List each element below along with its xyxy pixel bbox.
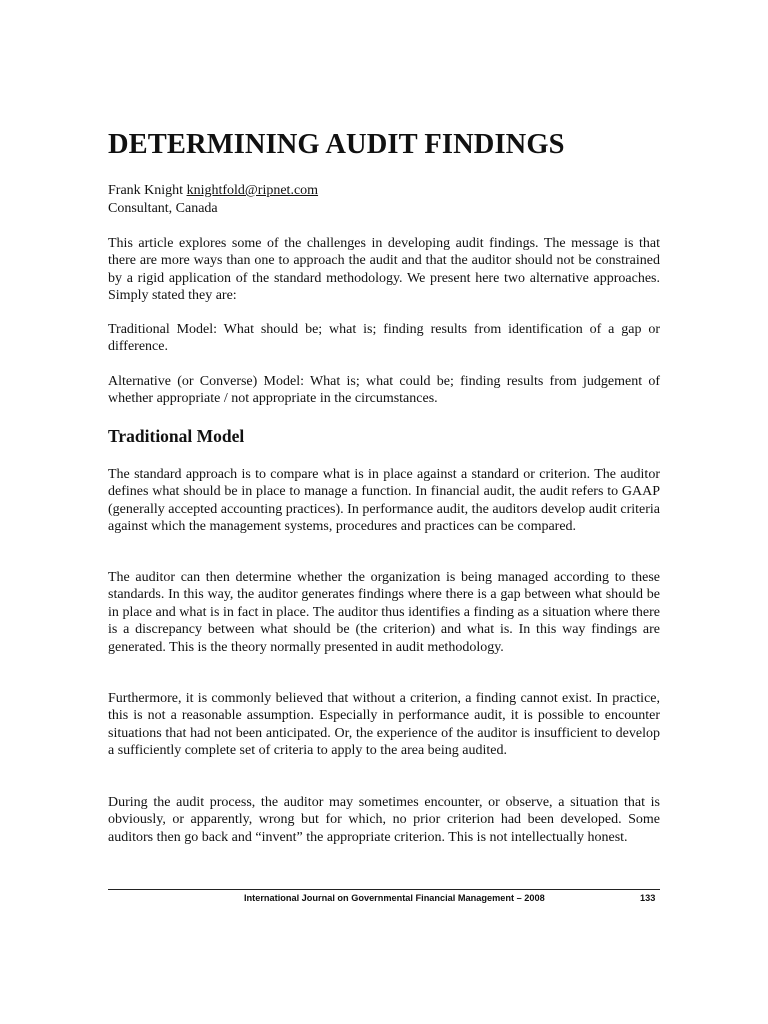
- author-line: [108, 182, 318, 200]
- traditional-paragraph-4: During the audit process, the auditor may sometimes encounter, or observe, a situation that is obviously, or apparently, wrong but for which, no prior criterion had been developed. Some auditors then go back and “invent” the appropriate criterion. This is not intellectually honest.: [108, 795, 660, 845]
- author-email-link[interactable]: knightfold@ripnet.com: [186, 183, 319, 198]
- section-heading-traditional-model: Traditional Model: [108, 426, 245, 446]
- footer-divider: [108, 889, 660, 890]
- traditional-paragraph-3: Furthermore, it is commonly believed that without a criterion, a finding cannot exist. In practice, this is not a reasonable assumption. Especially in performance audit, it is possible to encounter situations that had not been anticipated. Or, the experience of the auditor is insufficient to develop a sufficiently complete set of criteria to apply to the area being audited.: [108, 691, 660, 759]
- author-name: Frank Knight: [108, 183, 184, 198]
- traditional-paragraph-1: The standard approach is to compare what is in place against a standard or criterion. The auditor defines what should be in place to manage a function. In financial audit, the audit refers to GAAP (generally accepted accounting practices). In performance audit, the auditors develop audit criteria against which the management systems, procedures and practices can be compared.: [108, 467, 660, 535]
- author-affiliation: Consultant, Canada: [108, 201, 218, 216]
- footer-page-number: 133: [640, 893, 656, 903]
- intro-paragraph-1: This article explores some of the challenges in developing audit findings. The message is that there are more ways than one to approach the audit and that the auditor should not be constrained by a rigid application of the standard methodology. We present here two alternative approaches. Simply stated they are:: [108, 236, 660, 304]
- traditional-paragraph-2: The auditor can then determine whether the organization is being managed according to these standards. In this way, the auditor generates findings where there is a gap between what should be in place and what is in fact in place. The auditor thus identifies a finding as a situation where there is a discrepancy between what should be (the criterion) and what is. In this way findings are generated. This is the theory normally presented in audit methodology.: [108, 570, 660, 655]
- intro-paragraph-3: Alternative (or Converse) Model: What is; what could be; finding results from judgement of whether appropriate / not appropriate in the circumstances.: [108, 374, 660, 407]
- intro-paragraph-2: Traditional Model: What should be; what is; finding results from identification of a gap or difference.: [108, 322, 660, 355]
- author-block: [108, 182, 318, 218]
- footer-journal-title: International Journal on Governmental Financial Management – 2008: [244, 893, 545, 903]
- article-title: DETERMINING AUDIT FINDINGS: [108, 129, 565, 160]
